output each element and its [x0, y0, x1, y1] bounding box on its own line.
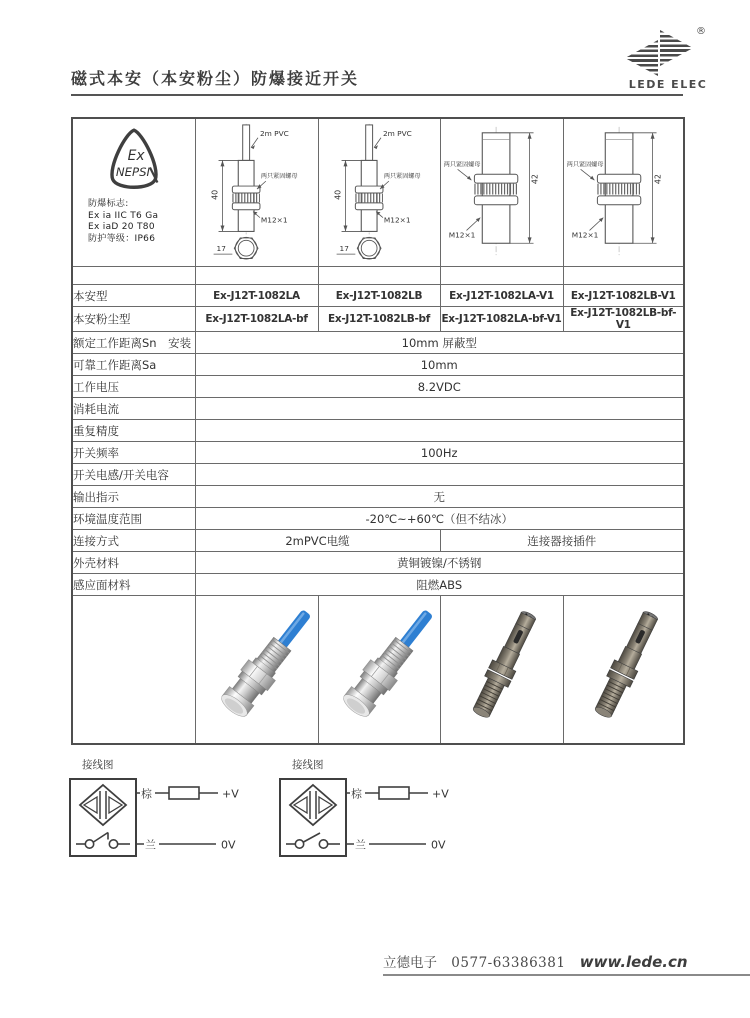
- row-label: 开关频率: [72, 442, 195, 464]
- row-label: 环境温度范围: [72, 508, 195, 530]
- row-label: 可靠工作距离Sa: [72, 354, 195, 376]
- logo-right-shape-icon: [660, 30, 693, 66]
- row-value: [195, 420, 684, 442]
- wiring-title: 接线图: [82, 759, 114, 771]
- logo-brand-text: LEDE ELEC: [628, 78, 708, 91]
- blue-wire-label: 兰: [145, 838, 156, 852]
- product-photo-cable-2: [318, 596, 440, 745]
- row-value: [195, 464, 684, 486]
- row-label: 外壳材料: [72, 552, 195, 574]
- dim-17: 17: [216, 244, 226, 254]
- dim-42: 42: [530, 174, 540, 185]
- spacer-cell: [318, 267, 440, 285]
- company-logo: [612, 26, 722, 92]
- product-photo-cable-1: [195, 596, 318, 745]
- nepsi-ex-mark-icon: [92, 127, 176, 191]
- row-value: 无: [195, 486, 684, 508]
- nut-label: 两只紧固螺母: [383, 173, 421, 181]
- header-rule: [71, 94, 683, 96]
- dim-40: 40: [210, 189, 220, 200]
- footer-phone: 0577-63386381: [451, 955, 566, 971]
- cable-sensor-photo: [319, 596, 439, 740]
- vzero-label: 0V: [221, 838, 236, 852]
- spacer-cell: [195, 267, 318, 285]
- row-value: Ex-J12T-1082LA-bf-V1: [440, 307, 563, 332]
- spec-rows: [72, 285, 684, 596]
- vplus-label: +V: [222, 787, 239, 801]
- page-title: 磁式本安（本安粉尘）防爆接近开关: [71, 69, 360, 88]
- row-label: 感应面材料: [72, 574, 195, 596]
- row-label: 开关电感/开关电容: [72, 464, 195, 486]
- table-row: [72, 552, 684, 574]
- row-value: Ex-J12T-1082LA-V1: [440, 285, 563, 307]
- row-value: -20℃~+60℃（但不结冰）: [195, 508, 684, 530]
- row-value: 8.2VDC: [195, 376, 684, 398]
- row-value: 阻燃ABS: [195, 574, 684, 596]
- table-row: [72, 420, 684, 442]
- product-photo-connector-2: [563, 596, 684, 745]
- vplus-label: +V: [432, 787, 449, 801]
- table-row: [72, 442, 684, 464]
- row-value: 连接器接插件: [440, 530, 684, 552]
- cert-line: 防爆标志:: [88, 199, 129, 209]
- table-row: [72, 508, 684, 530]
- table-row: [72, 376, 684, 398]
- wiring-title: 接线图: [292, 759, 324, 771]
- cert-line: Ex ia IIC T6 Ga: [88, 210, 159, 221]
- spec-table: [71, 117, 685, 745]
- cable-label: 2m PVC: [382, 128, 412, 138]
- drawing-cell-cable-a: [195, 118, 318, 267]
- dim-17: 17: [339, 244, 349, 254]
- row-label: 重复精度: [72, 420, 195, 442]
- table-header-row: [72, 118, 684, 267]
- wiring-diagram-no: [276, 753, 466, 868]
- row-value: 2mPVC电缆: [195, 530, 440, 552]
- row-label: 连接方式: [72, 530, 195, 552]
- cable-sensor-photo: [197, 596, 317, 740]
- dimension-drawing-connector: [564, 119, 685, 262]
- table-row: [72, 285, 684, 307]
- spacer-cell: [440, 267, 563, 285]
- dimension-drawing-cable: [319, 119, 441, 262]
- spacer-row: [72, 267, 684, 285]
- row-label: 额定工作距离Sn 安装: [72, 332, 195, 354]
- drawing-cell-connector-a: [440, 118, 563, 267]
- footer-company: 立德电子: [383, 955, 437, 971]
- row-label: 本安粉尘型: [72, 307, 195, 332]
- thread-label: M12×1: [383, 215, 411, 225]
- row-value: Ex-J12T-1082LA: [195, 285, 318, 307]
- connector-sensor-photo: [564, 596, 684, 740]
- vzero-label: 0V: [431, 838, 446, 852]
- drawing-cell-cable-b: [318, 118, 440, 267]
- table-row: [72, 530, 684, 552]
- table-row: [72, 486, 684, 508]
- dimension-drawing-connector: [441, 119, 563, 262]
- photo-row: [72, 596, 684, 745]
- footer-website: www.lede.cn: [579, 953, 688, 971]
- row-label: 本安型: [72, 285, 195, 307]
- certification-cell: [72, 118, 195, 267]
- row-label: 消耗电流: [72, 398, 195, 420]
- table-row: [72, 332, 684, 354]
- nepsi-mark-text: NEPSI: [115, 165, 150, 180]
- row-value: 10mm 屏蔽型: [195, 332, 684, 354]
- logo-left-shape-icon: [625, 40, 658, 76]
- row-value: Ex-J12T-1082LB-V1: [563, 285, 684, 307]
- blue-wire-label: 兰: [355, 838, 366, 852]
- dim-42: 42: [653, 174, 663, 185]
- dim-40: 40: [333, 189, 343, 200]
- row-value: Ex-J12T-1082LB-bf: [318, 307, 440, 332]
- thread-label: M12×1: [448, 230, 475, 240]
- nut-label: 两只紧固螺母: [566, 161, 603, 169]
- cable-label: 2m PVC: [259, 128, 289, 138]
- wiring-diagram-nc: [66, 753, 256, 868]
- row-value: Ex-J12T-1082LA-bf: [195, 307, 318, 332]
- spacer-cell: [563, 267, 684, 285]
- thread-label: M12×1: [571, 230, 598, 240]
- table-row: [72, 354, 684, 376]
- table-row: [72, 464, 684, 486]
- cert-line: Ex iaD 20 T80: [88, 222, 155, 232]
- footer: [383, 951, 688, 971]
- row-value: Ex-J12T-1082LB: [318, 285, 440, 307]
- row-value: 10mm: [195, 354, 684, 376]
- row-label: 输出指示: [72, 486, 195, 508]
- connector-sensor-photo: [442, 596, 562, 740]
- row-label: 工作电压: [72, 376, 195, 398]
- registered-mark: ®: [696, 26, 706, 37]
- row-value: Ex-J12T-1082LB-bf-V1: [563, 307, 684, 332]
- photo-cell-empty: [72, 596, 195, 745]
- row-value: 黄铜镀镍/不锈钢: [195, 552, 684, 574]
- cert-line: 防护等级：IP66: [88, 233, 156, 244]
- spacer-cell: [72, 267, 195, 285]
- dimension-drawing-cable: [196, 119, 318, 262]
- brown-wire-label: 棕: [351, 787, 362, 801]
- brown-wire-label: 棕: [141, 787, 152, 801]
- product-photo-connector-1: [440, 596, 563, 745]
- table-row: [72, 307, 684, 332]
- footer-rule: [383, 974, 750, 976]
- drawing-cell-connector-b: [563, 118, 684, 267]
- ex-mark-text: Ex: [127, 148, 145, 165]
- thread-label: M12×1: [260, 215, 288, 225]
- table-row: [72, 574, 684, 596]
- row-value: [195, 398, 684, 420]
- row-value: 100Hz: [195, 442, 684, 464]
- table-row: [72, 398, 684, 420]
- nut-label: 两只紧固螺母: [260, 173, 298, 181]
- nut-label: 两只紧固螺母: [443, 161, 480, 169]
